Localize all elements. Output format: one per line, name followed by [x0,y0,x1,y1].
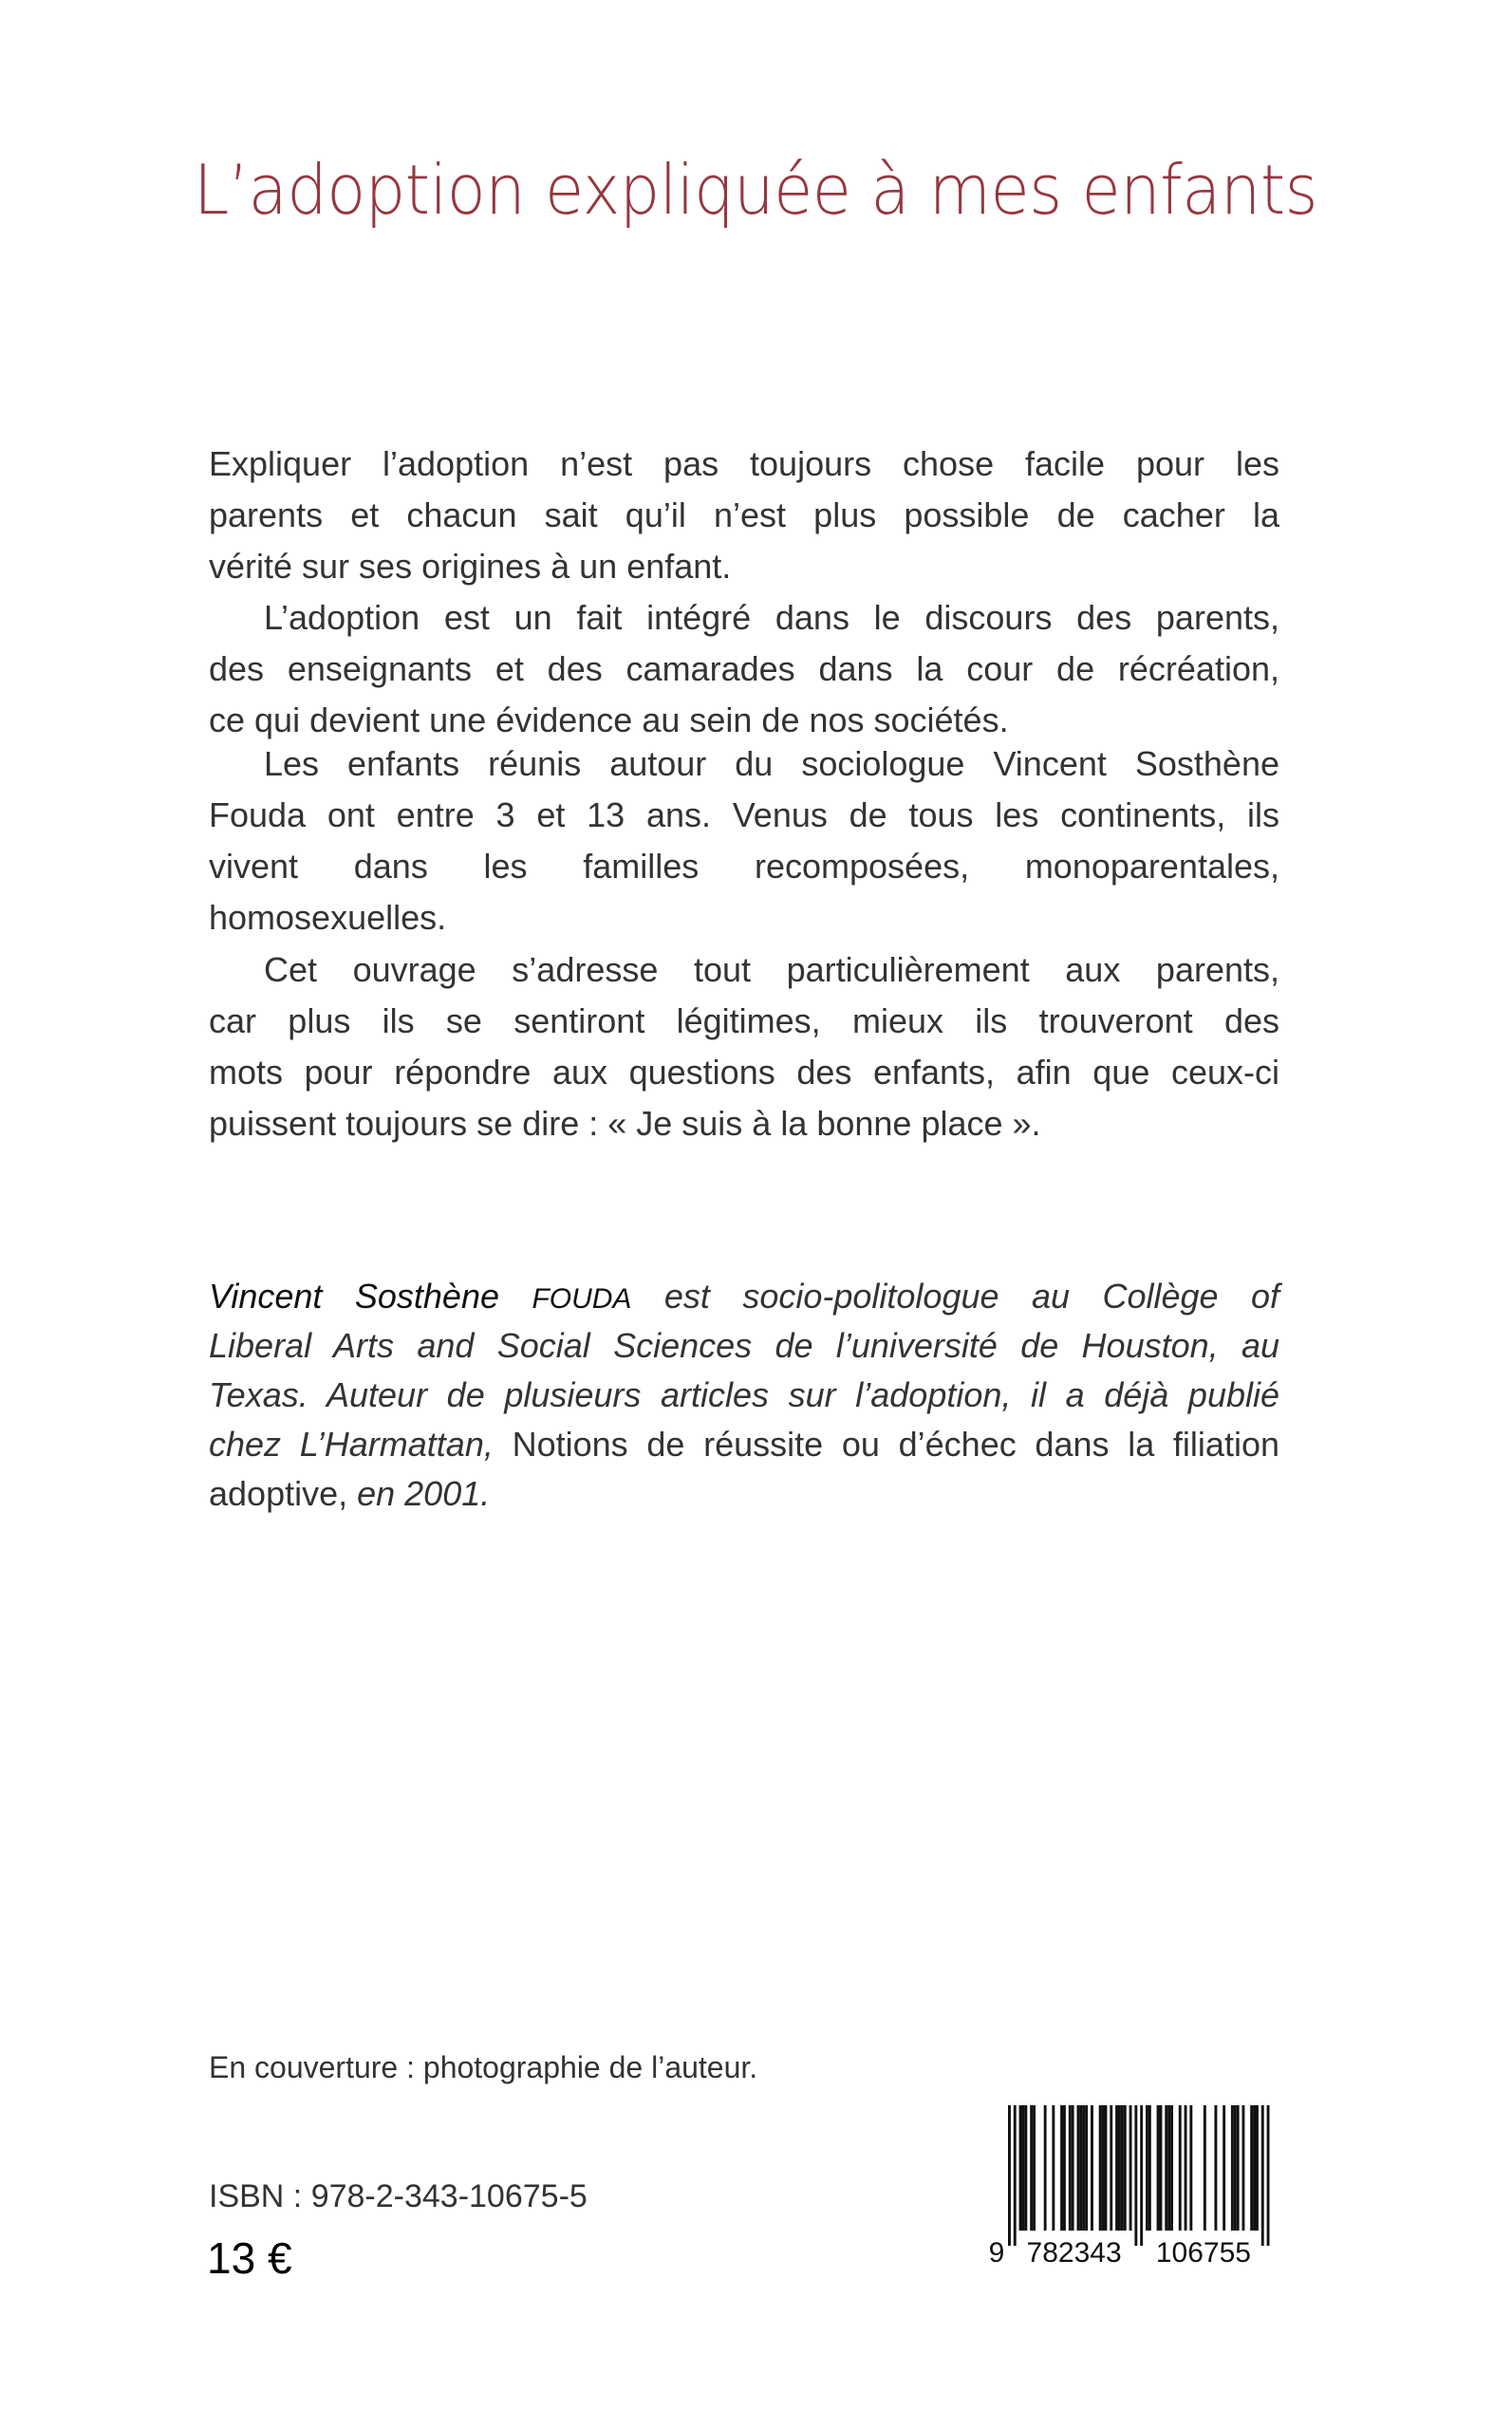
paragraph-line: Expliquer l’adoption n’est pas toujours chose facile pour les [209,444,1279,483]
paragraph-line: L’adoption est un fait intégré dans le discours des parents, [264,598,1279,637]
barcode-bar [1148,2105,1151,2231]
author-bio [209,1272,1279,1519]
barcode-bar [1110,2105,1112,2231]
book-title: L’adoption expliquée à mes enfants [194,150,1318,230]
barcode-bar [1008,2105,1011,2246]
summary-paragraph [209,592,1279,746]
barcode-bar [1085,2105,1088,2231]
barcode-bar [1204,2105,1206,2231]
barcode-bar [1121,2105,1124,2231]
barcode-bar [1223,2105,1225,2231]
barcode-bar [1185,2105,1187,2231]
barcode-bar [1170,2105,1173,2231]
barcode-bar [1234,2105,1237,2231]
barcode-bar [1044,2105,1047,2231]
barcode-bar [1237,2105,1240,2231]
barcode-bar [1157,2105,1160,2231]
bio-line [209,1420,1279,1469]
paragraph-line: parents et chacun sait qu’il n’est plus possible de cacher la [209,495,1279,534]
barcode-bar [1102,2105,1105,2231]
barcode-bar [1024,2105,1027,2231]
barcode-bar [1014,2105,1017,2246]
bio-segment: adoptive, [209,1474,348,1513]
barcode-digits: 782343 [1026,2237,1122,2267]
price: 13 € [207,2233,292,2283]
barcode-bar [1261,2105,1264,2246]
summary-paragraph [209,944,1279,1149]
barcode-bar [1189,2105,1192,2231]
barcode-bar [1072,2105,1074,2231]
barcode-digits: 9 [988,2237,1005,2267]
paragraph-line: Cet ouvrage s’adresse tout particulièrement aux parents, [264,950,1279,989]
bio-line [209,1321,1279,1371]
barcode-bar [1267,2105,1270,2246]
barcode-bar [1052,2105,1055,2231]
barcode-bar [1105,2105,1108,2231]
bio-segment: Texas. Auteur de plusieurs articles sur l’adoption, il a déjà publié [209,1375,1279,1414]
barcode-bar [1253,2105,1256,2231]
barcode-bar [1140,2105,1143,2246]
summary-paragraph [209,439,1279,592]
barcode-bar [1099,2105,1102,2231]
barcode-bar [1256,2105,1259,2231]
barcode-bar [1022,2105,1025,2231]
barcode-bar [1033,2105,1036,2231]
barcode-bar [1134,2105,1137,2246]
paragraph-line: Fouda ont entre 3 et 13 ans. Venus de tous les continents, ils [209,795,1279,834]
barcode-bar [1231,2105,1234,2231]
barcode-bar [1082,2105,1085,2231]
barcode-bar [1118,2105,1121,2231]
bio-line [209,1469,1279,1519]
barcode-bar [1077,2105,1080,2231]
barcode-bar [1069,2105,1072,2231]
bio-segment: FOUDA [532,1283,632,1315]
paragraph-line: homosexuelles. [209,898,447,937]
paragraph-line: ce qui devient une évidence au sein de nos sociétés. [209,700,1009,739]
barcode-bar [1063,2105,1066,2231]
bio-segment: chez L’Harmattan, [209,1425,513,1464]
barcode-bar [1060,2105,1063,2231]
barcode-bar [1165,2105,1167,2231]
barcode-bar [1124,2105,1127,2231]
paragraph-line: puissent toujours se dire : « Je suis à la bonne place ». [209,1104,1041,1143]
barcode-bar [1179,2105,1182,2231]
summary-paragraph [209,738,1279,943]
paragraph-line: car plus ils se sentiront légitimes, mieux ils trouveront des [209,1001,1279,1040]
paragraph-line: mots pour répondre aux questions des enfants, afin que ceux-ci [209,1053,1279,1092]
barcode-digits: 106755 [1155,2237,1251,2267]
barcode-bar [1250,2105,1253,2231]
paragraph-line: Les enfants réunis autour du sociologue Vincent Sosthène [264,744,1279,783]
barcode-bar [1115,2105,1118,2231]
barcode-bar [1019,2105,1022,2231]
barcode-bar [1146,2105,1148,2231]
bio-segment: en 2001. [347,1474,491,1513]
cover-credit: En couverture : photographie de l’auteur. [209,2050,758,2084]
paragraph-line: vivent dans les familles recomposées, monoparentales, [209,847,1279,886]
paragraph-line: des enseignants et des camarades dans la cour de récréation, [209,649,1279,688]
bio-line [209,1272,1279,1321]
bio-line [209,1371,1279,1420]
isbn: ISBN : 978-2-343-10675-5 [209,2178,588,2214]
bio-segment: Liberal Arts and Social Sciences de l’université de Houston, au [209,1326,1279,1365]
barcode-bar [1215,2105,1218,2231]
barcode-bar [1167,2105,1170,2231]
barcode-bar [1160,2105,1163,2231]
barcode-bar [1079,2105,1082,2231]
barcode [987,2105,1281,2267]
bio-segment: Notions de réussite ou d’échec dans la filiation [512,1425,1279,1464]
bio-segment: est socio-politologue au Collège of [631,1277,1279,1316]
barcode-bar [1091,2105,1093,2231]
barcode-bar [1242,2105,1245,2231]
bio-segment: Vincent Sosthène [209,1277,532,1316]
barcode-bar [1129,2105,1132,2231]
paragraph-line: vérité sur ses origines à un enfant. [209,547,732,586]
barcode-bar [1030,2105,1033,2231]
